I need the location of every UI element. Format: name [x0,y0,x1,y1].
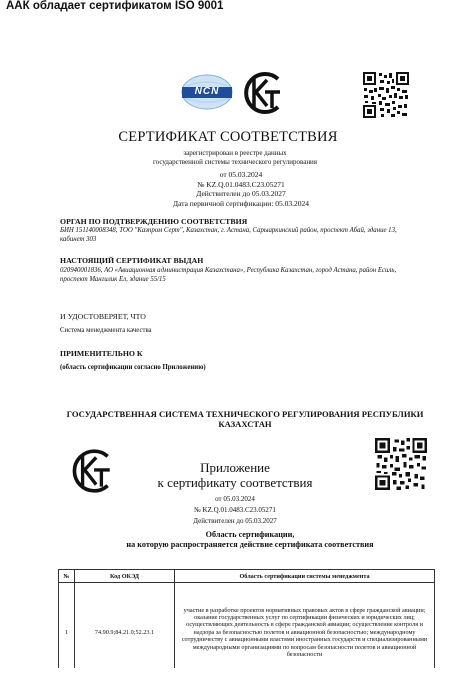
qr-code-icon [374,437,428,491]
appendix-title [140,460,330,490]
organ-section [60,217,416,244]
certificate-number-block [126,170,356,208]
organ-text: БИН 151140008348, ТОО "Казпром Серт", Казахстан, г. Астана, Сарыаркинский район, проспект Абай, здание 13, кабинет 303 [60,227,397,243]
applies-heading: ПРИМЕНИТЕЛЬНО К [60,349,143,358]
table-header-row [59,570,435,583]
holder-section [60,256,416,284]
applies-text: (область сертификации согласно Приложению) [60,364,206,371]
table-cell-num: 1 [59,583,75,674]
qr-code-icon [362,71,410,119]
registry-note [90,149,380,166]
certificate-number: № KZ.Q.01.0483.C23.05271 [197,179,285,189]
holder-heading: НАСТОЯЩИЙ СЕРТИФИКАТ ВЫДАН [60,256,204,265]
scope-heading-line-2: на которую распространяется действие сертификата соответствия [126,540,374,549]
table-header-scope: Область сертификации системы менеджмента [175,570,435,583]
table-row [59,583,435,674]
scope-heading [100,530,400,550]
appendix-date: от 05.03.2024 [215,495,255,503]
table-cell-scope: участие в разработке проектов нормативных правовых актов в сфере гражданской авиации; оказание государственных услуг по сертификации физических и юридических лиц; осуществляющих деятельность в сфере гражданской авиации; осуществление контроля и надзора за безопасностью полетов и авиационной безопасностью; международному сотрудничеству с авиационными властями иностранных государств и специализированными международными организациями по вопросам безопасности полетов и авиационной безопасности [175,583,435,674]
table-cell-code: 74.90.9;84.21.0;52.23.1 [75,583,175,674]
holder-text: 020940001836, АО «Авиационная администрация Казахстана», Республика Казахстан, город Астана, район Есиль, проспект Мангилик Ел, здание 55/15 [60,267,397,283]
kt-logo-icon [240,70,286,116]
first-certification-date: Дата первичной сертификации: 05.03.2024 [172,198,310,208]
appendix-number-block [140,494,330,527]
confirm-section [60,312,416,336]
appendix-number: № KZ.Q.01.0483.C23.05271 [194,506,276,514]
state-system-heading: ГОСУДАРСТВЕННАЯ СИСТЕМА ТЕХНИЧЕСКОГО РЕГУЛИРОВАНИЯ РЕСПУБЛИКИ КАЗАХСТАН [66,409,424,429]
scope-table [58,569,435,674]
appendix-valid-until: Действителен до 05.03.2027 [193,517,277,525]
certificate-date: от 05.03.2024 [219,170,263,179]
ncn-logo [178,72,236,112]
table-header-num: № [59,570,75,583]
certificate-title: СЕРТИФИКАТ СООТВЕТСТВИЯ [118,129,338,145]
scope-heading-line-1: Область сертификации, [205,530,295,539]
applies-section [60,349,416,373]
registry-line-1: зарегистрирован в реестре данных [183,149,287,157]
article-headline: ААК обладает сертификатом ISO 9001 [6,0,224,12]
ncn-logo-text: NCN [194,86,220,97]
registry-line-2: государственной системы технического регулирования [152,157,318,166]
confirm-heading: И УДОСТОВЕРЯЕТ, ЧТО [60,312,146,321]
confirm-text: Система менеджмента качества [60,327,152,334]
appendix-title-line-2: к сертификату соответствия [157,475,313,490]
appendix-title-line-1: Приложение [200,460,270,475]
kt-logo-icon [68,447,116,495]
table-header-code: Код ОКЭД [75,570,175,583]
organ-heading: ОРГАН ПО ПОДТВЕРЖДЕНИЮ СООТВЕТСТВИЯ [60,217,248,226]
certificate-valid-until: Действителен до 05.03.2027 [196,189,286,198]
page-bottom-edge [0,668,456,674]
